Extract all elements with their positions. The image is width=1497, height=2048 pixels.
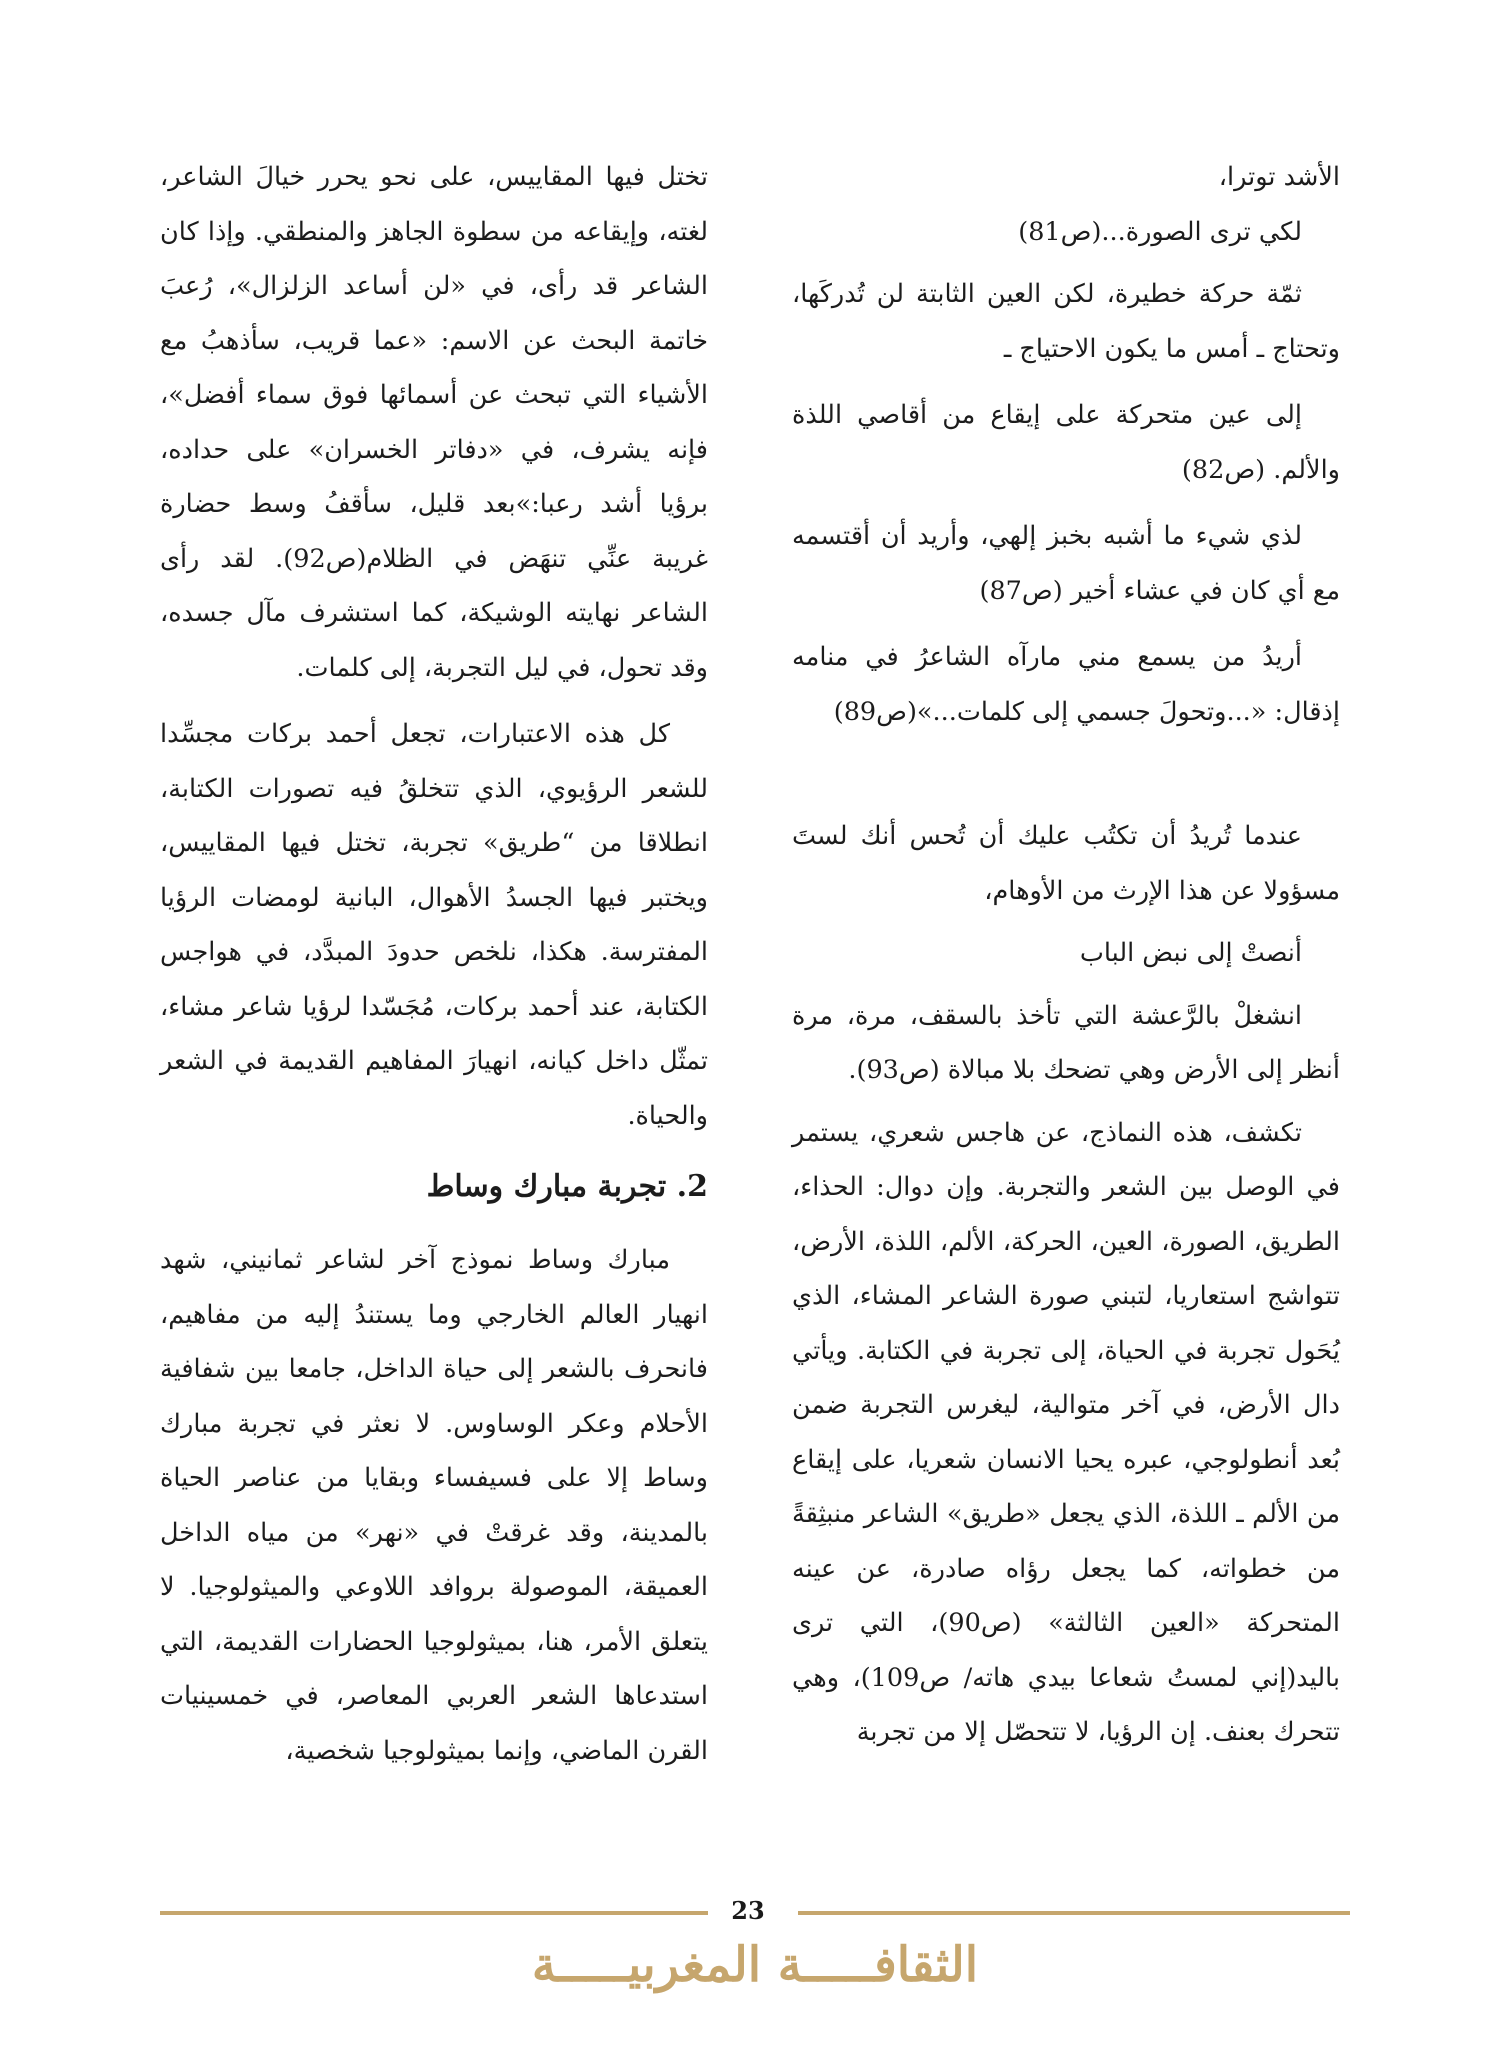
- page-number: 23: [731, 1896, 765, 1925]
- poem-quote: إلى عين متحركة على إيقاع من أقاصي اللذة والألم. (ص82): [792, 400, 1340, 485]
- paragraph: الأشد توترا،: [1218, 162, 1340, 192]
- magazine-title: الثقافـــــة المغربيـــــة: [531, 1937, 979, 1993]
- paragraph: كل هذه الاعتبارات، تجعل أحمد بركات مجسِّدا للشعر الرؤيوي، الذي تتخلقُ فيه تصورات الكتابة، انطلاقا من “طريق» تجربة، تختل فيها المقاييس، ويختبر فيها الجسدُ الأهوال، البانية لومضات الرؤيا المفترسة. هكذا، نلخص حدودَ المبدَّد، في هواجس الكتابة، عند أحمد بركات، مُجَسّدا لرؤيا شاعر مشاء، تمثّل داخل كيانه، انهيارَ المفاهيم القديمة في الشعر والحياة.: [160, 719, 708, 1131]
- poem-quote: أريدُ من يسمع مني مارآه الشاعرُ في منامه إذقال: «...وتحولَ جسمي إلى كلمات...»(ص89): [792, 642, 1340, 727]
- poem-quote: لذي شيء ما أشبه بخبز إلهي، وأريد أن أقتسمه مع أي كان في عشاء أخير (ص87): [792, 521, 1340, 606]
- poem-quote: عندما تُريدُ أن تكتُب عليك أن تُحس أنك لستَ مسؤولا عن هذا الإرث من الأوهام،: [792, 821, 1340, 906]
- poem-quote: أنصتْ إلى نبض الباب: [1079, 938, 1302, 968]
- section-heading: 2. تجربة مبارك وساط: [426, 1169, 708, 1204]
- paragraph: تكشف، هذه النماذج، عن هاجس شعري، يستمر في الوصل بين الشعر والتجربة. وإن دوال: الحذاء، الطريق، الصورة، العين، الحركة، الألم، اللذة، الأرض، تتواشج استعاريا، لتبني صورة الشاعر المشاء، الذي يُحَول تجربة في الحياة، إلى تجربة في الكتابة. ويأتي دال الأرض، في آخر متوالية، ليغرس التجربة ضمن بُعد أنطولوجي، عبره يحيا الانسان شعريا، على إيقاع من الألم ـ اللذة، الذي يجعل «طريق» الشاعر منبثِقةً من خطواته، كما يجعل رؤاه صادرة، عن عينه المتحركة «العين الثالثة» (ص90)، التي ترى باليد(إني لمستُ شعاعا بيدي هاته/ ص109)، وهي تتحرك بعنف. إن الرؤيا، لا تتحصّل إلا من تجربة: [792, 1117, 1340, 1747]
- poem-quote: ثمّة حركة خطيرة، لكن العين الثابتة لن تُدركَها، وتحتاج ـ أمس ما يكون الاحتياج ـ: [792, 279, 1340, 364]
- poem-quote: انشغلْ بالرَّعشة التي تأخذ بالسقف، مرة، مرة أنظر إلى الأرض وهي تضحك بلا مبالاة (ص93).: [792, 1000, 1340, 1085]
- footer-divider-left: [160, 1911, 708, 1915]
- footer-divider-right: [798, 1911, 1350, 1915]
- paragraph: تختل فيها المقاييس، على نحو يحرر خيالَ الشاعر، لغته، وإيقاعه من سطوة الجاهز والمنطقي. وإذا كان الشاعر قد رأى، في «لن أساعد الزلزال»، رُعبَ خاتمة البحث عن الاسم: «عما قريب، سأذهبُ مع الأشياء التي تبحث عن أسمائها فوق سماء أفضل»، فإنه يشرف، في «دفاتر الخسران» على حداده، برؤيا أشد رعبا:»بعد قليل، سأقفُ وسط حضارة غريبة عنِّي تنهَض في الظلام(ص92). لقد رأى الشاعر نهايته الوشيكة، كما استشرف مآل جسده، وقد تحول، في ليل التجربة، إلى كلمات.: [160, 162, 708, 683]
- paragraph: مبارك وساط نموذج آخر لشاعر ثمانيني، شهد انهيار العالم الخارجي وما يستندُ إليه من مفاهيم، فانحرف بالشعر إلى حياة الداخل، جامعا بين شفافية الأحلام وعكر الوساوس. لا نعثر في تجربة مبارك وساط إلا على فسيفساء وبقايا من عناصر الحياة بالمدينة، وقد غرقتْ في «نهر» من مياه الداخل العميقة، الموصولة بروافد اللاوعي والميثولوجيا. لا يتعلق الأمر، هنا، بميثولوجيا الحضارات القديمة، التي استدعاها الشعر العربي المعاصر، في خمسينيات القرن الماضي، وإنما بميثولوجيا شخصية،: [160, 1245, 708, 1766]
- right-column: [792, 150, 1340, 1760]
- poem-quote: لكي ترى الصورة...(ص81): [1018, 216, 1302, 247]
- left-column: [160, 150, 708, 1778]
